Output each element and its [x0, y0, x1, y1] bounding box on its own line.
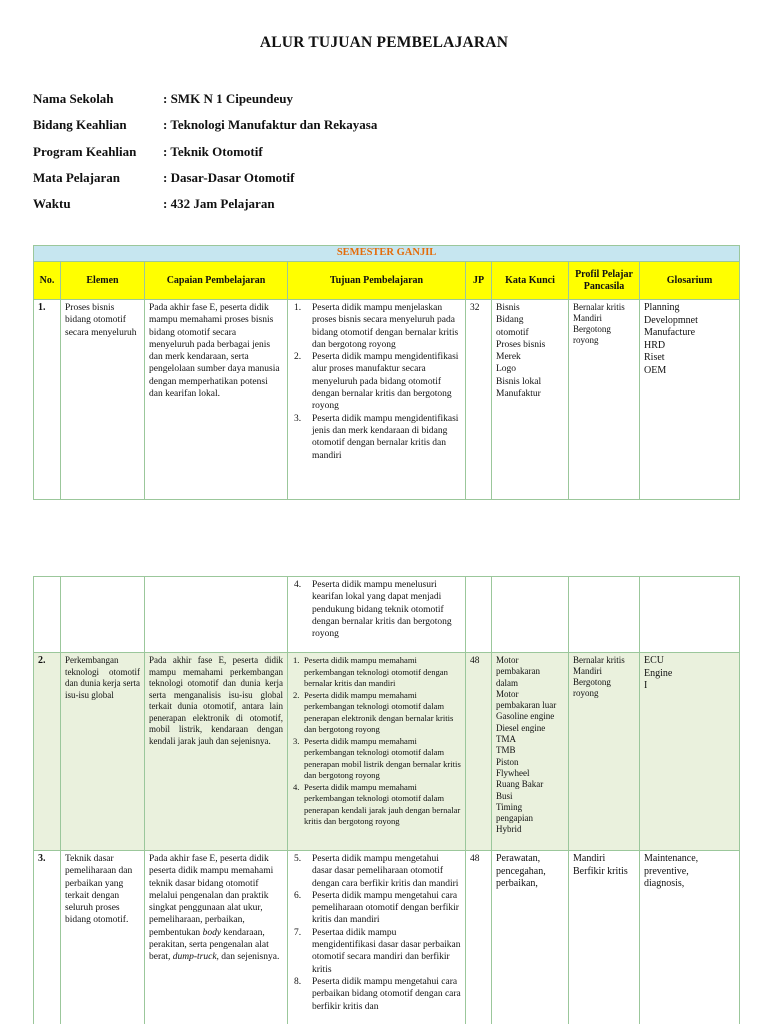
page-title: ALUR TUJUAN PEMBELAJARAN: [259, 34, 509, 51]
row-capaian: Pada akhir fase E, peserta didik mampu memahami perkembangan teknologi otomotif dan dunia kerja serta menganalisis isu-isu global terkait dunia otomotif, antara lain penerapan elektronik di otomotif, mobil listrik, kendaraan dengan kendali jarak jauh dan sejenisnya.: [145, 653, 288, 851]
row-tujuan: [288, 577, 466, 653]
row-glosarium: Planning Developmnet Manufacture HRD Riset OEM: [640, 300, 740, 500]
info-row-time: [33, 191, 733, 217]
row-jp: 48: [466, 851, 492, 1024]
list-item: 5. Peserta didik mampu mengetahui dasar dasar pemeliharaan otomotif dengan cara berfikir kritis dan mandiri: [294, 854, 459, 889]
row-capaian: Pada akhir fase E, peserta didik peserta didik mampu memahami teknik dasar bidang otomotif melalui pengenalan dan praktik singkat penggunaan alat ukur, pemeliharaan, perbaikan, pembentukan body kendaraan, perakitan, serta pengenalan alat berat, dump-truck, dan sejenisnya.: [145, 851, 288, 1024]
learning-objectives-table: [33, 245, 740, 500]
info-value: : Teknik Otomotif: [163, 143, 263, 159]
list-item: 8. Peserta didik mampu mengetahui cara perbaikan bidang otomotif dengan cara berfikir kritis dan: [294, 976, 461, 1012]
row-kata-kunci: Motor pembakaran dalam Motor pembakaran luar Gasoline engine Diesel engine TMA TMB Piston Flywheel Ruang Bakar Busi Timing pengapian Hybrid: [492, 653, 569, 851]
row-tujuan: [288, 300, 466, 500]
learning-objectives-table-continued: [33, 576, 740, 1024]
list-item: 4. Peserta didik mampu memahami perkembangan teknologi otomotif dalam penerapan kendali jarak jauh dengan bernalar kritis dan bergotong royong: [293, 781, 461, 826]
info-label: Mata Pelajaran: [33, 170, 121, 186]
header-profil: Profil Pelajar Pancasila: [569, 262, 640, 300]
row-profil: Bernalar kritis Mandiri Bergotong royong: [569, 653, 640, 851]
info-value: : Teknologi Manufaktur dan Rekayasa: [163, 117, 378, 133]
table-row: [34, 653, 740, 851]
row-elemen: Teknik dasar pemeliharaan dan perbaikan yang terkait dengan seluruh proses bidang otomotif.: [61, 851, 145, 1024]
header-kata-kunci: Kata Kunci: [492, 262, 569, 300]
table-row: [34, 577, 740, 653]
info-row-program: [33, 139, 733, 165]
list-item: 4. Peserta didik mampu menelusuri kearifan lokal yang dapat menjadi pendukung bidang teknik otomotif dengan bernalar kritis dan bergotong royong: [294, 580, 452, 640]
header-no: No.: [34, 262, 61, 300]
row-number: 1.: [34, 300, 61, 500]
row-glosarium: Maintenance, preventive, diagnosis,: [640, 851, 740, 1024]
list-item: 7. Pesertaa didik mampu mengidentifikasi dasar dasar perbaikan otomotif secara mandiri dan berfikir kritis: [294, 927, 461, 975]
list-item: 3. Peserta didik mampu mengidentifikasi jenis dan merk kendaraan di bidang otomotif dengan bernalar kritis dan mandiri: [294, 413, 459, 461]
row-tujuan: [288, 851, 466, 1024]
table-row: [34, 300, 740, 500]
row-elemen: Perkembangan teknologi otomotif dan dunia kerja serta isu-isu global: [61, 653, 145, 851]
list-item: 2. Peserta didik mampu memahami perkembangan teknologi otomotif dalam penerapan elektronik dengan bernalar kritis dan bergotong royong: [293, 689, 454, 734]
info-value: : Dasar-Dasar Otomotif: [163, 170, 295, 186]
info-value: : SMK N 1 Cipeundeuy: [163, 91, 294, 107]
row-tujuan: [288, 653, 466, 851]
header-elemen: Elemen: [61, 262, 145, 300]
row-glosarium: ECU Engine I: [640, 653, 740, 851]
header-jp: JP: [466, 262, 492, 300]
row-number: 2.: [34, 653, 61, 851]
row-capaian: Pada akhir fase E, peserta didik mampu memahami proses bisnis bidang otomotif secara menyeluruh pada berbagai jenis dan merk kendaraan, serta pengelolaan sumber daya manusia dengan memperhatikan potensi dan kearifan lokal.: [145, 300, 288, 500]
list-item: 6. Peserta didik mampu mengetahui cara pemeliharaan otomotif dengan berfikir kritis dan mandiri: [294, 890, 459, 926]
row-number: 3.: [34, 851, 61, 1024]
table-row: [34, 851, 740, 1024]
list-item: 2. Peserta didik mampu mengidentifikasi alur proses manufaktur secara menyeluruh pada bidang otomotif dengan bernalar kritis dan bergotong royong: [294, 352, 459, 412]
row-kata-kunci: Perawatan, pencegahan, perbaikan,: [492, 851, 569, 1024]
row-jp: 48: [466, 653, 492, 851]
row-elemen: Proses bisnis bidang otomotif secara menyeluruh: [61, 300, 145, 500]
info-row-field: [33, 112, 733, 138]
row-jp: 32: [466, 300, 492, 500]
list-item: 1. Peserta didik mampu memahami perkembangan teknologi otomotif dengan bernalar kritis dan mandiri: [293, 655, 448, 688]
header-tujuan: Tujuan Pembelajaran: [288, 262, 466, 300]
info-row-subject: [33, 165, 733, 191]
header-capaian: Capaian Pembelajaran: [145, 262, 288, 300]
header-glosarium: Glosarium: [640, 262, 740, 300]
row-profil: Bernalar kritis Mandiri Bergotong royong: [569, 300, 640, 500]
info-row-school: [33, 86, 733, 112]
info-label: Nama Sekolah: [33, 91, 114, 107]
semester-header: SEMESTER GANJIL: [34, 246, 740, 262]
info-value: : 432 Jam Pelajaran: [163, 196, 275, 212]
info-label: Bidang Keahlian: [33, 117, 127, 133]
list-item: 3. Peserta didik mampu memahami perkembangan teknologi otomotif dalam penerapan mobil listrik dengan bernalar kritis dan bergotong royong: [293, 735, 461, 780]
row-kata-kunci: Bisnis Bidang otomotif Proses bisnis Merek Logo Bisnis lokal Manufaktur: [492, 300, 569, 500]
table-header-row: [34, 262, 740, 300]
info-label: Program Keahlian: [33, 143, 137, 159]
info-label: Waktu: [33, 196, 71, 212]
school-info: [33, 86, 733, 217]
list-item: 1. Peserta didik mampu menjelaskan proses bisnis secara menyeluruh pada bidang otomotif dengan bernalar kritis dan bergotong royong: [294, 303, 459, 350]
row-profil: Mandiri Berfikir kritis: [569, 851, 640, 1024]
